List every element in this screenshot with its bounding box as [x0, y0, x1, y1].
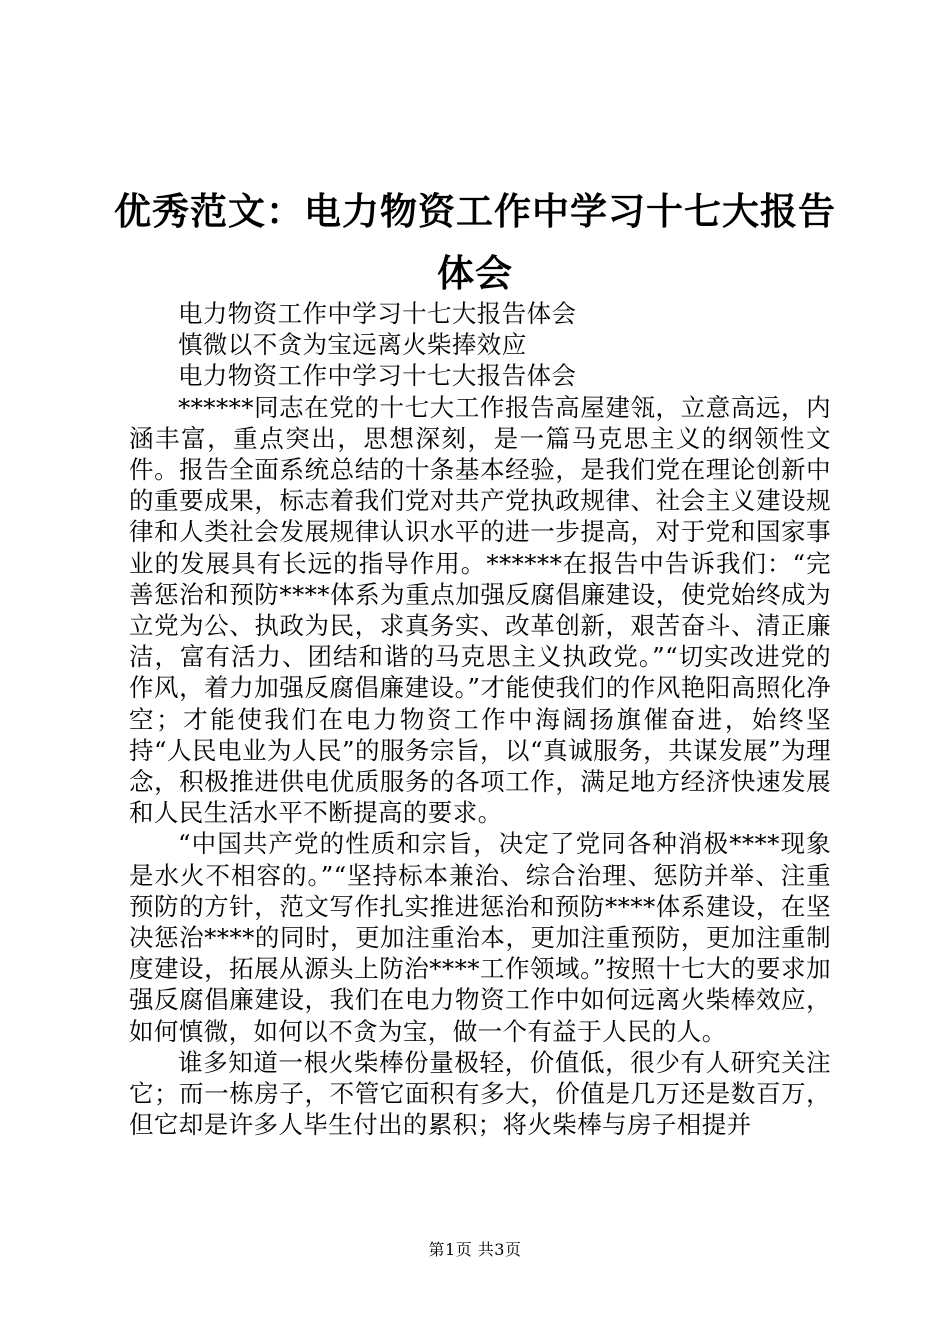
document-title: 优秀范文：电力物资工作中学习十七大报告体会 [114, 189, 836, 295]
page-footer: 第1页 共3页 [428, 1240, 522, 1259]
paragraph: 谁多知道一根火柴棒份量极轻，价值低，很少有人研究关注它；而一栋房子，不管它面积有多大，价值是几万还是数百万，但它却是许多人毕生付出的累积；将火柴棒与房子相提并 [129, 1047, 831, 1140]
paragraph: “中国共产党的性质和宗旨，决定了党同各种消极****现象是水火不相容的。”“坚持标本兼治、综合治理、惩防并举、注重预防的方针，范文写作扎实推进惩治和预防****体系建设，在坚决惩治****的同时，更加注重治本，更加注重预防，更加注重制度建设，拓展从源头上防治****工作领域。”按照十七大的要求加强反腐倡廉建设，我们在电力物资工作中如何远离火柴棒效应，如何慎微，如何以不贪为宝，做一个有益于人民的人。 [129, 829, 831, 1046]
paragraph: 慎微以不贪为宝远离火柴捧效应 [178, 330, 527, 360]
document-body [129, 298, 831, 1140]
paragraph: 电力物资工作中学习十七大报告体会 [178, 299, 577, 328]
paragraph: ******同志在党的十七大工作报告高屋建瓴，立意高远，内涵丰富，重点突出，思想深刻，是一篇马克思主义的纲领性文件。报告全面系统总结的十条基本经验，是我们党在理论创新中的重要成果，标志着我们党对共产党执政规律、社会主义建设规律和人类社会发展规律认识水平的进一步提高，对于党和国家事业的发展具有长远的指导作用。******在报告中告诉我们：“完善惩治和预防****体系为重点加强反腐倡廉建设，使党始终成为立党为公、执政为民，求真务实、改革创新，艰苦奋斗、清正廉洁，富有活力、团结和谐的马克思主义执政党。”“切实改进党的作风，着力加强反腐倡廉建设。”才能使我们的作风艳阳高照化净空；才能使我们在电力物资工作中海阔扬旗催奋进，始终坚持“人民电业为人民”的服务宗旨，以“真诚服务，共谋发展”为理念，积极推进供电优质服务的各项工作，满足地方经济快速发展和人民生活水平不断提高的要求。 [129, 392, 831, 828]
paragraph: 电力物资工作中学习十七大报告体会 [178, 361, 577, 391]
